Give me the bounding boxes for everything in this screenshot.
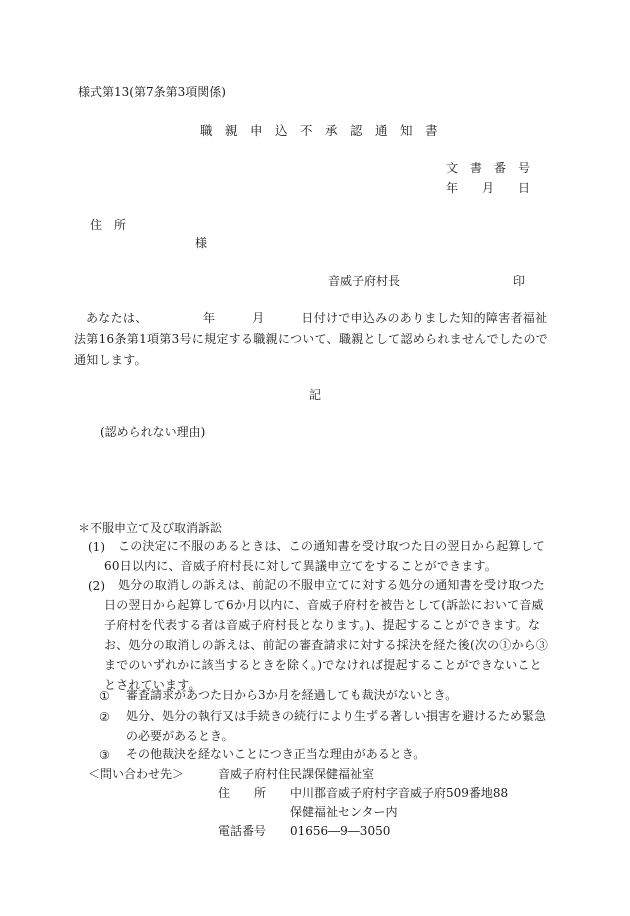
issuer-name: 音威子府村長 [328, 274, 401, 288]
notes-heading: ＊不服申立て及び取消訴訟 [78, 521, 223, 535]
honorific: 様 [195, 236, 208, 250]
note-item-1-text: この決定に不服のあるときは、この通知書を受け取つた日の翌日から起算して60日以内に、音威子府村長に対して異議申立てをすることができます。 [104, 539, 546, 573]
note-item-2-number: (2) [88, 579, 105, 593]
sub-item-2-number: ② [99, 710, 110, 724]
contact-phone-label: 電話番号 [218, 824, 267, 838]
contact-address-line2: 保健福祉センター内 [290, 805, 398, 819]
contact-address-label: 住 所 [218, 786, 267, 800]
sub-item-3-text: その他裁決を経ないことにつき正当な理由があるとき。 [126, 747, 426, 761]
document-number-label: 文 書 番 号 [446, 161, 531, 175]
sub-item-2-text: 処分、処分の執行又は手続きの続行により生ずる著しい損害を避けるため緊急の必要があるとき。 [126, 709, 547, 743]
sub-item-3-number: ③ [99, 748, 110, 762]
contact-label: ＜問い合わせ先＞ [88, 767, 185, 781]
form-number: 様式第13(第7条第3項関係) [78, 85, 226, 99]
note-item-2-text: 処分の取消しの訴えは、前記の不服申立てに対する処分の通知書を受け取つた日の翌日から起算して6か月以内に、音威子府村を被告として(訴訟において音威子府村を代表する者は音威子府村長となります。)、提起することができます。なお、処分の取消しの訴えは、前記の審査請求に対する採決を経た後(次の①から③までのいずれかに該当するときを除く。)でなければ提起することができないこととされています。 [104, 578, 549, 692]
contact-phone: 01656―9―3050 [290, 824, 391, 838]
contact-address-line1: 中川郡音威子府村字音威子府509番地88 [290, 786, 509, 800]
address-label: 住 所 [90, 218, 127, 232]
ki-heading: 記 [309, 388, 322, 402]
reason-label: (認められない理由) [100, 425, 206, 439]
document-title: 職 親 申 込 不 承 認 通 知 書 [200, 123, 438, 138]
sub-item-1-number: ① [99, 689, 110, 703]
date-label: 年 月 日 [446, 181, 531, 195]
note-item-1-number: (1) [88, 540, 105, 554]
seal-mark: 印 [513, 274, 526, 288]
sub-item-1-text: 審査請求があつた日から3か月を経過しても裁決がないとき。 [126, 688, 458, 702]
body-paragraph: あなたは、 年 月 日付けで申込みのありました知的障害者福祉法第16条第1項第3号に規定する職親について、職親として認められませんでしたので通知します。 [74, 311, 549, 367]
contact-office: 音威子府村住民課保健福祉室 [218, 767, 375, 781]
